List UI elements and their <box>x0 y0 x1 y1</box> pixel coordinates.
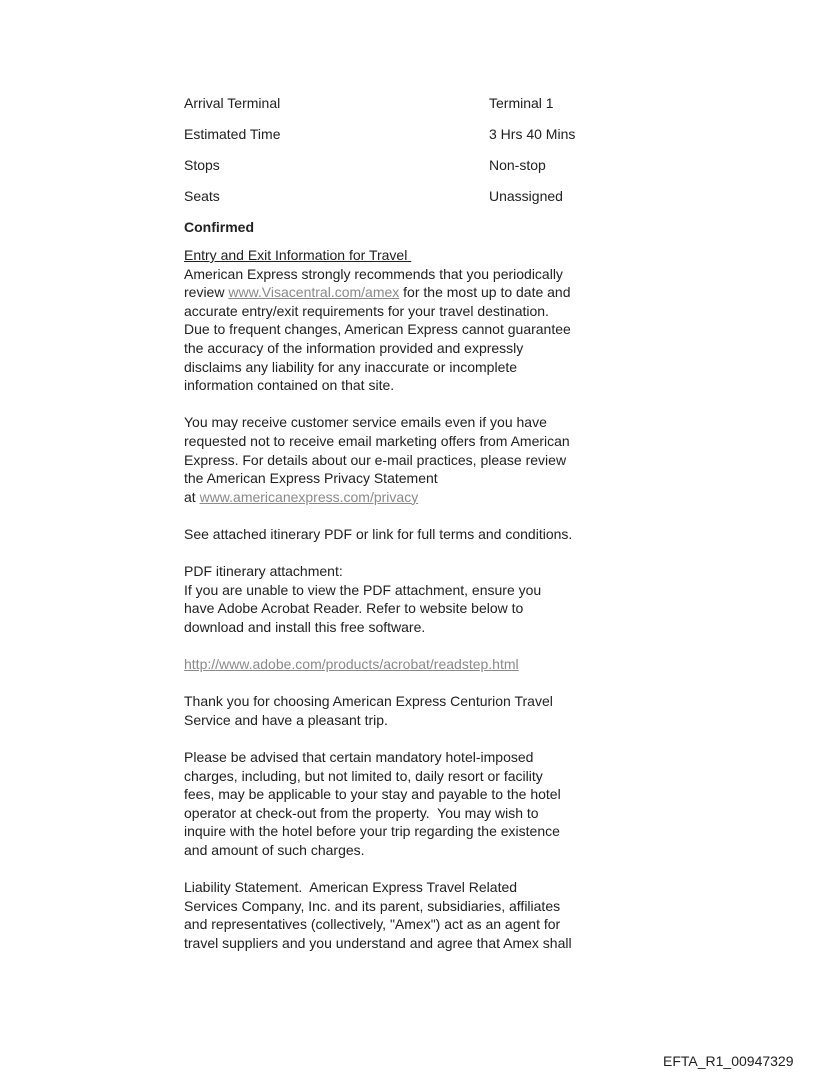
text-line <box>184 358 572 377</box>
detail-row <box>184 94 575 125</box>
paragraph-liability-statement <box>184 878 572 952</box>
text-segment: See attached itinerary PDF or link for full terms and conditions. <box>184 525 573 542</box>
bates-number: EFTA_R1_00947329 <box>663 1053 794 1069</box>
detail-value: Terminal 1 <box>489 95 554 111</box>
status-confirmed: Confirmed <box>184 219 254 235</box>
hyperlink[interactable]: www.americanexpress.com/privacy <box>199 488 419 505</box>
text-segment: charges, including, but not limited to, daily resort or facility <box>184 767 543 784</box>
text-line <box>184 822 572 841</box>
text-line <box>184 711 572 730</box>
text-segment: have Adobe Acrobat Reader. Refer to website below to <box>184 600 524 617</box>
text-line <box>184 246 572 265</box>
text-line <box>184 618 572 637</box>
text-line <box>184 469 572 488</box>
text-line <box>184 841 572 860</box>
detail-label: Arrival Terminal <box>184 95 281 111</box>
text-segment: Due to frequent changes, American Express cannot guarantee <box>184 321 571 338</box>
text-segment: Please be advised that certain mandatory hotel-imposed <box>184 749 534 766</box>
text-segment: operator at check-out from the property. You may wish to <box>184 804 539 821</box>
detail-row <box>184 156 575 187</box>
detail-label: Stops <box>184 157 220 173</box>
body-text <box>184 246 572 971</box>
text-segment: Express. For details about our e-mail practices, please review <box>184 451 567 468</box>
paragraph-customer-service-emails <box>184 413 572 506</box>
flight-details-table <box>184 94 575 249</box>
detail-value: Unassigned <box>489 188 563 204</box>
text-segment: accurate entry/exit requirements for your travel destination. <box>184 302 549 319</box>
text-line <box>184 748 572 767</box>
text-line <box>184 562 572 581</box>
paragraph-hotel-imposed-charges <box>184 748 572 860</box>
text-segment: fees, may be applicable to your stay and payable to the hotel <box>184 786 561 803</box>
detail-label: Seats <box>184 188 220 204</box>
text-segment: and amount of such charges. <box>184 842 365 858</box>
text-segment: review <box>184 284 229 301</box>
detail-row <box>184 187 575 218</box>
paragraph-entry-exit-information <box>184 246 572 395</box>
section-heading: Entry and Exit Information for Travel <box>184 247 412 263</box>
text-segment: Thank you for choosing American Express Centurion Travel <box>184 693 553 710</box>
text-segment: and representatives (collectively, "Amex") act as an agent for <box>184 916 561 933</box>
text-line <box>184 432 572 451</box>
detail-value: Non-stop <box>489 157 546 173</box>
text-segment: the American Express Privacy Statement <box>184 470 438 487</box>
text-line <box>184 302 572 321</box>
paragraph-thank-you <box>184 692 572 729</box>
text-segment: information contained on that site. <box>184 377 395 394</box>
detail-value: 3 Hrs 40 Mins <box>489 126 576 142</box>
paragraph-see-attached-itinerary <box>184 525 572 544</box>
detail-label: Estimated Time <box>184 126 281 142</box>
text-line <box>184 897 572 916</box>
hyperlink[interactable]: www.Visacentral.com/amex <box>228 284 400 301</box>
text-line <box>184 785 572 804</box>
text-segment: You may receive customer service emails even if you have <box>184 414 547 431</box>
text-line <box>184 692 572 711</box>
text-segment: disclaims any liability for any inaccurate or incomplete <box>184 358 518 375</box>
text-segment: download and install this free software. <box>184 618 426 635</box>
text-line <box>184 339 572 358</box>
text-line <box>184 599 572 618</box>
text-segment: inquire with the hotel before your trip regarding the existence <box>184 823 560 840</box>
text-segment: Liability Statement. American Express Travel Related <box>184 879 518 896</box>
text-segment: travel suppliers and you understand and agree that Amex shall <box>184 934 572 951</box>
text-line <box>184 655 572 674</box>
paragraph-adobe-reader-link <box>184 655 572 674</box>
detail-row <box>184 125 575 156</box>
text-line <box>184 915 572 934</box>
text-segment: If you are unable to view the PDF attachment, ensure you <box>184 581 542 598</box>
text-line <box>184 283 572 302</box>
text-line <box>184 376 572 395</box>
text-segment: for the most up to date and <box>399 284 571 301</box>
text-line <box>184 320 572 339</box>
text-line <box>184 413 572 432</box>
text-line <box>184 488 572 507</box>
text-line <box>184 767 572 786</box>
text-line <box>184 525 572 544</box>
text-line <box>184 934 572 953</box>
text-segment: Service and have a pleasant trip. <box>184 711 388 728</box>
paragraph-pdf-itinerary-attachment <box>184 562 572 636</box>
text-segment: Services Company, Inc. and its parent, subsidiaries, affiliates <box>184 897 561 914</box>
text-line <box>184 265 572 284</box>
text-segment: American Express strongly recommends that you periodically <box>184 265 563 282</box>
text-segment: at <box>184 488 200 505</box>
text-segment: PDF itinerary attachment: <box>184 563 343 580</box>
text-line <box>184 451 572 470</box>
hyperlink[interactable]: http://www.adobe.com/products/acrobat/readstep.html <box>184 656 519 673</box>
text-line <box>184 878 572 897</box>
text-line <box>184 804 572 823</box>
text-line <box>184 581 572 600</box>
flight-details-rows <box>184 94 575 218</box>
text-segment: the accuracy of the information provided and expressly <box>184 339 524 356</box>
text-segment: requested not to receive email marketing offers from American <box>184 432 570 449</box>
